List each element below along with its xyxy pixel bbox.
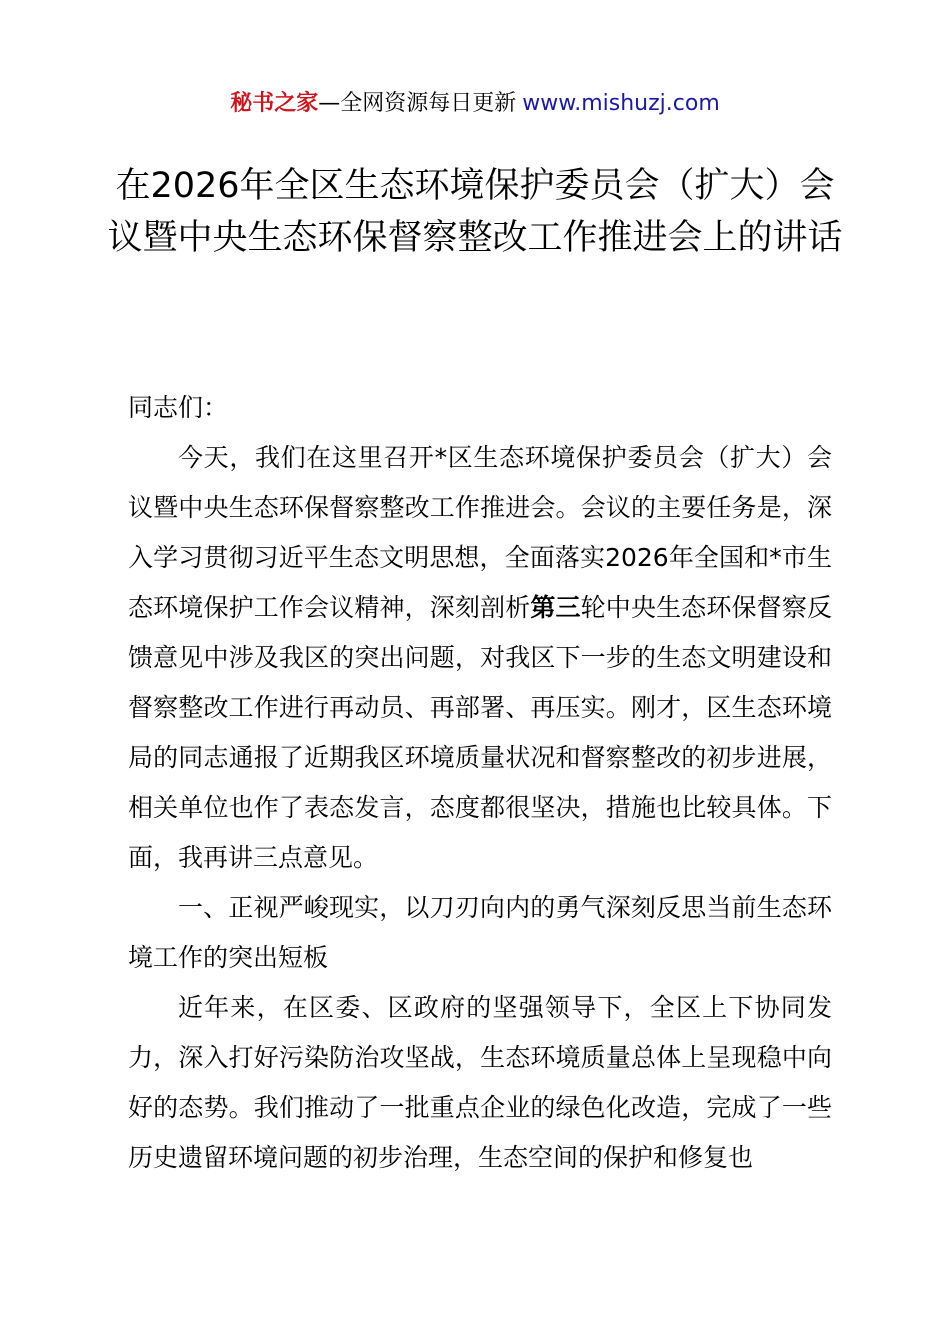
document-title: 在2026年全区生态环境保护委员会（扩大）会议暨中央生态环保督察整改工作推进会上的讲话 [107, 166, 843, 258]
paragraph-intro-bold: 第三 [530, 593, 581, 622]
paragraph-intro [128, 433, 832, 883]
salutation: 同志们： [128, 393, 229, 422]
document-body [128, 383, 832, 1183]
header-tagline: —全网资源每日更新 [318, 91, 517, 116]
paragraph-section-1: 近年来，在区委、区政府的坚强领导下，全区上下协同发力，深入打好污染防治攻坚战，生态环境质量总体上呈现稳中向好的态势。我们推动了一批重点企业的绿色化改造，完成了一些历史遗留环境问题的初步治理，生态空间的保护和修复也 [128, 993, 832, 1172]
section-heading-1: 一、正视严峻现实，以刀刃向内的勇气深刻反思当前生态环境工作的突出短板 [128, 893, 832, 972]
site-url[interactable]: www.mishuzj.com [522, 91, 720, 116]
brand-name: 秘书之家 [230, 91, 319, 116]
paragraph-intro-text-1: 今天，我们在这里召开*区生态环境保护委员会（扩大）会议暨中央生态环保督察整改工作推进会。会议的主要任务是，深入学习贯彻习近平生态文明思想，全面落实2026年全国和*市生态环境保护工作会议精神，深刻剖析 [128, 443, 832, 622]
site-watermark-header [0, 88, 950, 120]
paragraph-intro-text-2: 轮中央生态环保督察反馈意见中涉及我区的突出问题，对我区下一步的生态文明建设和督察整改工作进行再动员、再部署、再压实。刚才，区生态环境局的同志通报了近期我区环境质量状况和督察整改的初步进展，相关单位也作了表态发言，态度都很坚决，措施也比较具体。下面，我再讲三点意见。 [128, 593, 832, 872]
